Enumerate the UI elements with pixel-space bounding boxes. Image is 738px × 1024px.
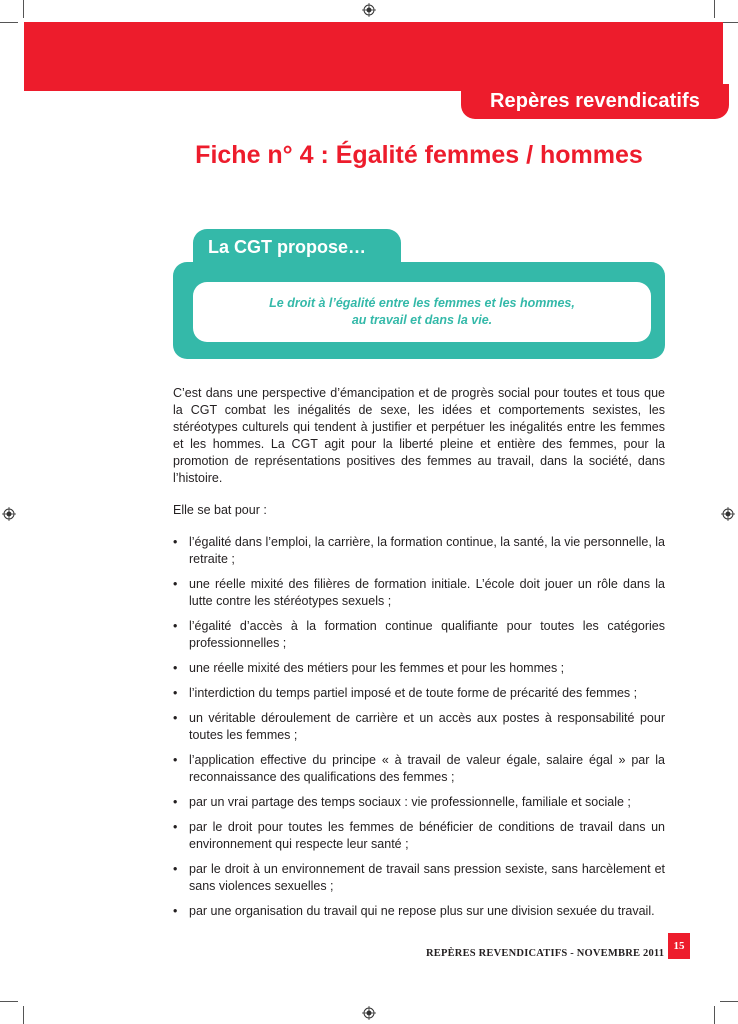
bullet-icon: • [173,686,178,700]
page-title: Fiche n° 4 : Égalité femmes / hommes [195,141,643,169]
list-item-text: par une organisation du travail qui ne repose plus sur une division sexuée du travail. [189,904,655,918]
bullet-icon: • [173,535,178,549]
bullet-icon: • [173,711,178,725]
crop-mark [720,1001,738,1002]
crop-mark [23,0,24,18]
list-item [173,903,665,920]
proposal-statement [193,282,651,342]
list-item [173,660,665,677]
proposal-line-2: au travail et dans la vie. [351,313,493,327]
bullet-icon: • [173,820,178,834]
proposal-tab-label: La CGT propose… [208,237,367,257]
demands-list [173,534,665,920]
list-item [173,618,665,652]
crop-mark [23,1006,24,1024]
list-item [173,685,665,702]
list-item-text: une réelle mixité des métiers pour les femmes et pour les hommes ; [189,661,565,675]
list-item [173,794,665,811]
list-item [173,710,665,744]
bullet-icon: • [173,795,178,809]
crop-mark [714,1006,715,1024]
header-band [24,22,723,91]
crop-mark [0,1001,18,1002]
section-tab [461,84,729,119]
bullet-icon: • [173,661,178,675]
list-item-text: l’application effective du principe « à travail de valeur égale, salaire égal » par la reconnaissance des qualifications des femmes ; [189,753,665,784]
bullet-icon: • [173,904,178,918]
list-item [173,534,665,568]
registration-mark-icon [2,507,16,521]
registration-mark-icon [362,1006,376,1020]
bullet-icon: • [173,577,178,591]
body-text [173,385,665,928]
list-item [173,861,665,895]
lead-in: Elle se bat pour : [173,503,267,517]
list-item-text: l’interdiction du temps partiel imposé et de toute forme de précarité des femmes ; [189,686,638,700]
proposal-line-1: Le droit à l’égalité entre les femmes et les hommes, [269,296,575,310]
bullet-icon: • [173,862,178,876]
list-item-text: par un vrai partage des temps sociaux : vie professionnelle, familiale et sociale ; [189,795,631,809]
list-item [173,576,665,610]
crop-mark [714,0,715,18]
list-item [173,752,665,786]
crop-mark [0,22,18,23]
page-number: 15 [668,933,690,959]
intro-paragraph: C’est dans une perspective d’émancipation et de progrès social pour toutes et tous que la CGT combat les inégalités de sexe, les idées et comportements sexistes, les stéréotypes culturels qui tendent à justifier et perpétuer les inégalités entre les femmes et les hommes. La CGT agit pour la liberté pleine et entière des femmes, pour la promotion de représentations positives des femmes au travail, dans la société, dans l’histoire. [173,386,665,485]
bullet-icon: • [173,753,178,767]
bullet-icon: • [173,619,178,633]
running-footer: REPÈRES REVENDICATIFS - NOVEMBRE 2011 [426,948,665,959]
list-item-text: par le droit à un environnement de travail sans pression sexiste, sans harcèlement et sans violences sexuelles ; [189,862,665,893]
list-item-text: un véritable déroulement de carrière et un accès aux postes à responsabilité pour toutes les femmes ; [189,711,665,742]
list-item-text: l’égalité dans l’emploi, la carrière, la formation continue, la santé, la vie personnelle, la retraite ; [189,535,665,566]
registration-mark-icon [721,507,735,521]
list-item-text: une réelle mixité des filières de formation initiale. L’école doit jouer un rôle dans la lutte contre les stéréotypes sexuels ; [189,577,665,608]
list-item-text: par le droit pour toutes les femmes de bénéficier de conditions de travail dans un environnement qui respecte leur santé ; [189,820,665,851]
list-item [173,819,665,853]
registration-mark-icon [362,3,376,17]
section-label: Repères revendicatifs [490,90,700,112]
list-item-text: l’égalité d’accès à la formation continue qualifiante pour toutes les catégories professionnelles ; [189,619,665,650]
